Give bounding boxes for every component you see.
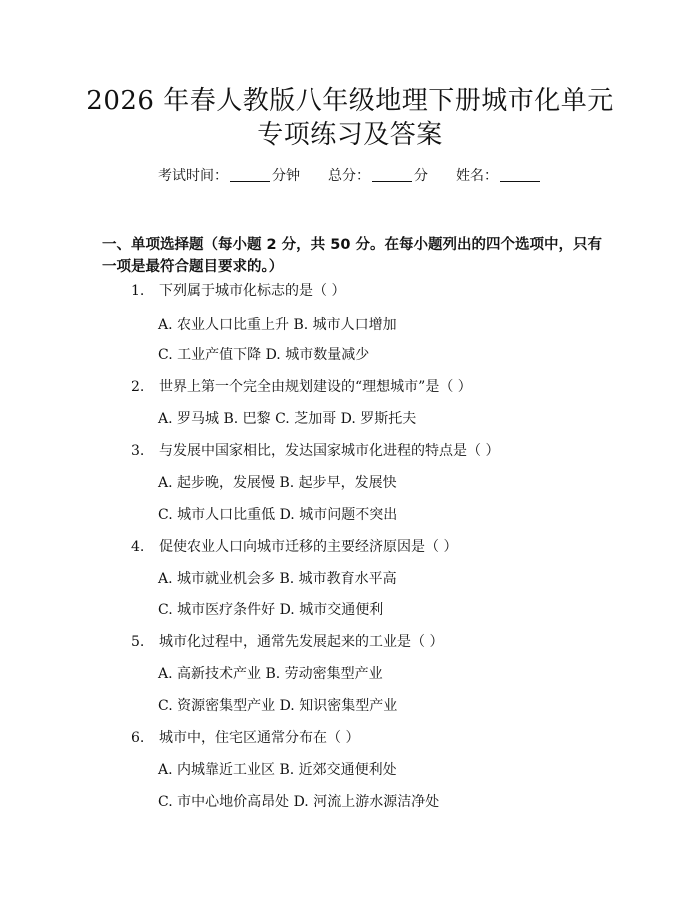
question-5-options-row-1: A. 高新技术产业 B. 劳动密集型产业 — [158, 666, 383, 682]
title-line-1: 2026 年春人教版八年级地理下册城市化单元 — [86, 86, 614, 116]
question-text: 城市中，住宅区通常分布在（ ） — [159, 730, 360, 746]
time-unit: 分钟 — [272, 168, 300, 184]
question-number: 4. — [131, 539, 145, 555]
time-blank — [230, 167, 270, 182]
question-1-options-row-2: C. 工业产值下降 D. 城市数量减少 — [158, 347, 370, 363]
question-text: 与发展中国家相比，发达国家城市化进程的特点是（ ） — [159, 443, 500, 459]
question-text: 促使农业人口向城市迁移的主要经济原因是（ ） — [159, 539, 458, 555]
question-1 — [131, 281, 345, 301]
question-3-options-row-1: A. 起步晚，发展慢 B. 起步早，发展快 — [158, 475, 397, 491]
question-4 — [131, 537, 457, 557]
score-unit: 分 — [414, 168, 428, 184]
question-text: 下列属于城市化标志的是（ ） — [159, 283, 346, 299]
question-number: 3. — [131, 443, 145, 459]
question-number: 1. — [131, 283, 145, 299]
question-number: 6. — [131, 730, 145, 746]
question-text: 城市化过程中，通常先发展起来的工业是（ ） — [159, 634, 444, 650]
exam-meta — [0, 166, 700, 186]
question-number: 5. — [131, 634, 145, 650]
question-number: 2. — [131, 379, 145, 395]
question-4-options-row-1: A. 城市就业机会多 B. 城市教育水平高 — [158, 571, 397, 587]
score-label: 总分： — [328, 168, 370, 184]
question-1-options-row-1: A. 农业人口比重上升 B. 城市人口增加 — [158, 317, 397, 333]
question-4-options-row-2: C. 城市医疗条件好 D. 城市交通便利 — [158, 602, 384, 618]
question-3-options-row-2: C. 城市人口比重低 D. 城市问题不突出 — [158, 507, 398, 523]
question-6-options-row-1: A. 内城靠近工业区 B. 近郊交通便利处 — [158, 762, 397, 778]
question-2 — [131, 377, 472, 397]
question-text: 世界上第一个完全由规划建设的“理想城市”是（ ） — [159, 379, 472, 395]
name-label: 姓名： — [456, 168, 498, 184]
question-5-options-row-2: C. 资源密集型产业 D. 知识密集型产业 — [158, 698, 398, 714]
question-2-options-row-1: A. 罗马城 B. 巴黎 C. 芝加哥 D. 罗斯托夫 — [158, 411, 417, 427]
title-line-2: 专项练习及答案 — [257, 120, 443, 150]
name-blank — [500, 167, 540, 182]
question-6 — [131, 728, 359, 748]
section-1-heading: 一、单项选择题（每小题 2 分，共 50 分。在每小题列出的四个选项中，只有一项是最符合题目要求的。） — [102, 237, 602, 275]
question-3 — [131, 441, 499, 461]
time-label: 考试时间： — [158, 168, 228, 184]
question-6-options-row-2: C. 市中心地价高昂处 D. 河流上游水源洁净处 — [158, 794, 440, 810]
score-blank — [372, 167, 412, 182]
question-5 — [131, 632, 443, 652]
